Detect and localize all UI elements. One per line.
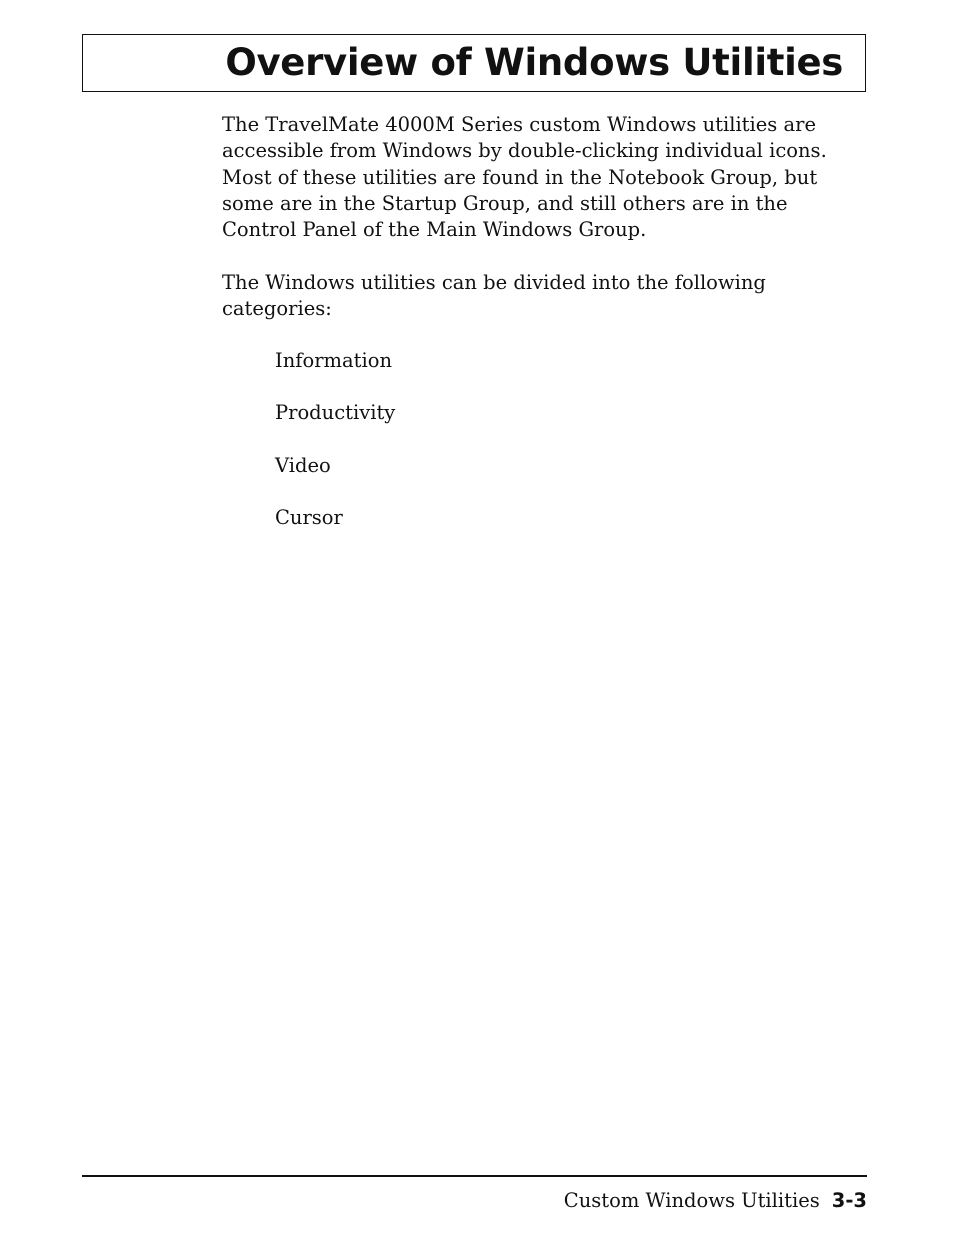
list-item: Information xyxy=(275,349,393,372)
page-title: Overview of Windows Utilities xyxy=(225,41,843,84)
intro-paragraph: The TravelMate 4000M Series custom Windows utilities are accessible from Windows by double-clicking individual icons. Most of these utilities are found in the Notebook Group, but some are in the Startup Group, and still others are in the Control Panel of the Main Windows Group. xyxy=(222,113,827,242)
categories-intro-paragraph: The Windows utilities can be divided into the following categories: xyxy=(222,271,766,321)
page-number: 3-3 xyxy=(831,1189,867,1212)
title-box xyxy=(82,34,866,92)
list-item: Productivity xyxy=(275,401,396,425)
list-item: Cursor xyxy=(275,505,343,529)
footer-divider xyxy=(82,1175,867,1177)
category-list xyxy=(275,348,395,557)
page-footer xyxy=(564,1188,867,1214)
list-item: Video xyxy=(275,453,331,477)
footer-section-title: Custom Windows Utilities xyxy=(563,1189,820,1212)
